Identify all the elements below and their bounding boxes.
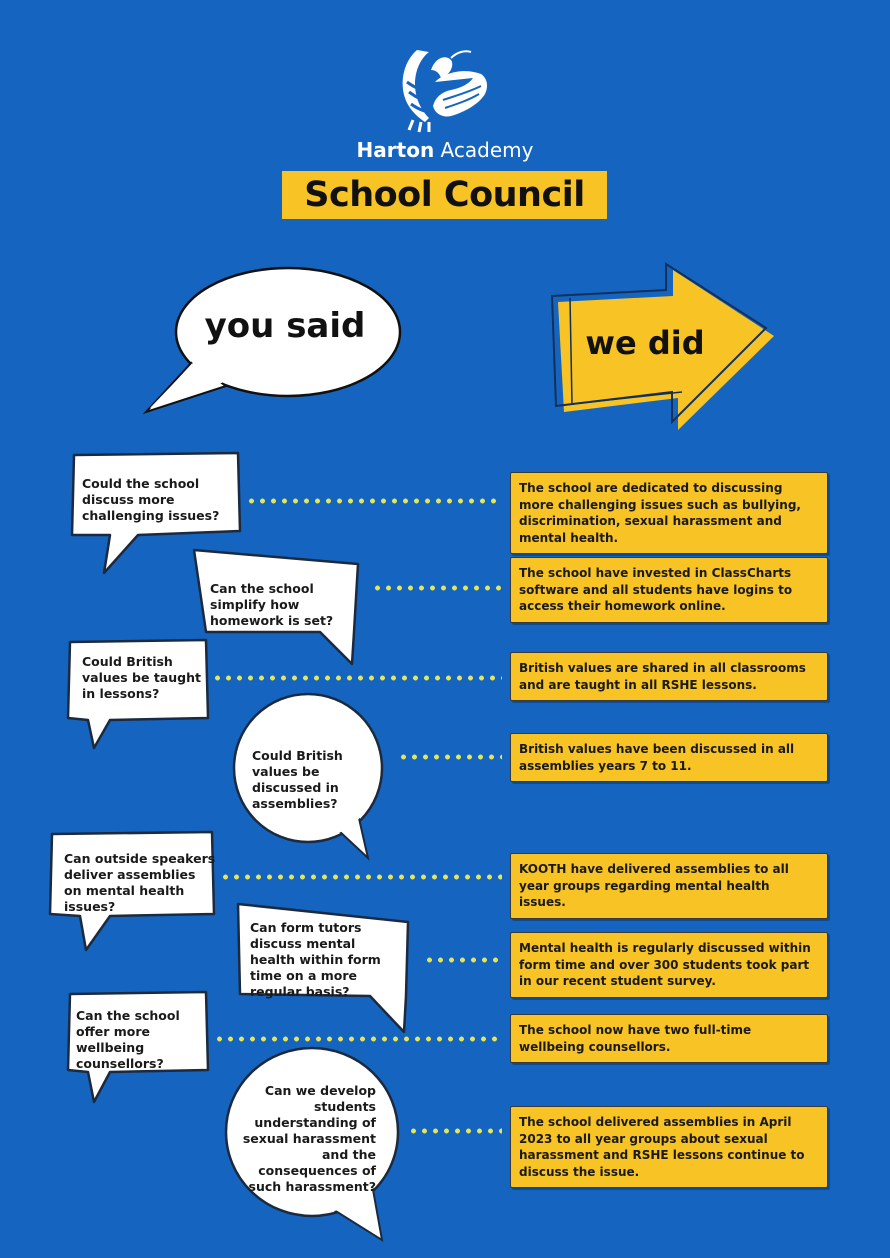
question-3: Could British values be taught in lessons?: [82, 654, 201, 701]
question-4: Could British values be discussed in assemblies?: [252, 748, 343, 811]
connector-dots: [398, 754, 502, 760]
harton-academy-logo-icon: [395, 42, 495, 132]
connector-dots: [220, 874, 502, 880]
answer-8: The school delivered assemblies in April 2023 to all year groups about sexual harassment and RSHE lessons continue to discuss the issue.: [510, 1106, 828, 1188]
page-title: School Council: [282, 171, 607, 219]
answer-5: KOOTH have delivered assemblies to all year groups regarding mental health issues.: [510, 853, 828, 919]
question-8: Can we develop students understanding of sexual harassment and the consequences of such harassment?: [242, 1083, 376, 1194]
answer-6: Mental health is regularly discussed within form time and over 300 students took part in our recent student survey.: [510, 932, 828, 998]
we-did-label: we did: [585, 324, 705, 362]
connector-dots: [214, 1036, 502, 1042]
connector-dots: [372, 585, 502, 591]
connector-dots: [212, 675, 502, 681]
question-6: Can form tutors discuss mental health within form time on a more regular basis?: [250, 920, 381, 999]
connector-dots: [408, 1128, 502, 1134]
question-2: Can the school simplify how homework is set?: [210, 581, 334, 628]
brand-bold: Harton: [356, 138, 435, 162]
connector-dots: [246, 498, 502, 504]
question-7: Can the school offer more wellbeing counsellors?: [76, 1008, 180, 1071]
connector-dots: [424, 957, 502, 963]
brand-name: [0, 138, 890, 162]
question-5: Can outside speakers deliver assemblies on mental health issues?: [64, 851, 216, 914]
question-1: Could the school discuss more challenging issues?: [82, 476, 220, 523]
answer-1: The school are dedicated to discussing more challenging issues such as bullying, discrimination, sexual harassment and mental health.: [510, 472, 828, 554]
you-said-label: you said: [204, 306, 366, 346]
brand-light: Academy: [440, 138, 534, 162]
answer-4: British values have been discussed in all assemblies years 7 to 11.: [510, 733, 828, 782]
answer-7: The school now have two full-time wellbeing counsellors.: [510, 1014, 828, 1063]
answer-2: The school have invested in ClassCharts software and all students have logins to access their homework online.: [510, 557, 828, 623]
answer-3: British values are shared in all classrooms and are taught in all RSHE lessons.: [510, 652, 828, 701]
